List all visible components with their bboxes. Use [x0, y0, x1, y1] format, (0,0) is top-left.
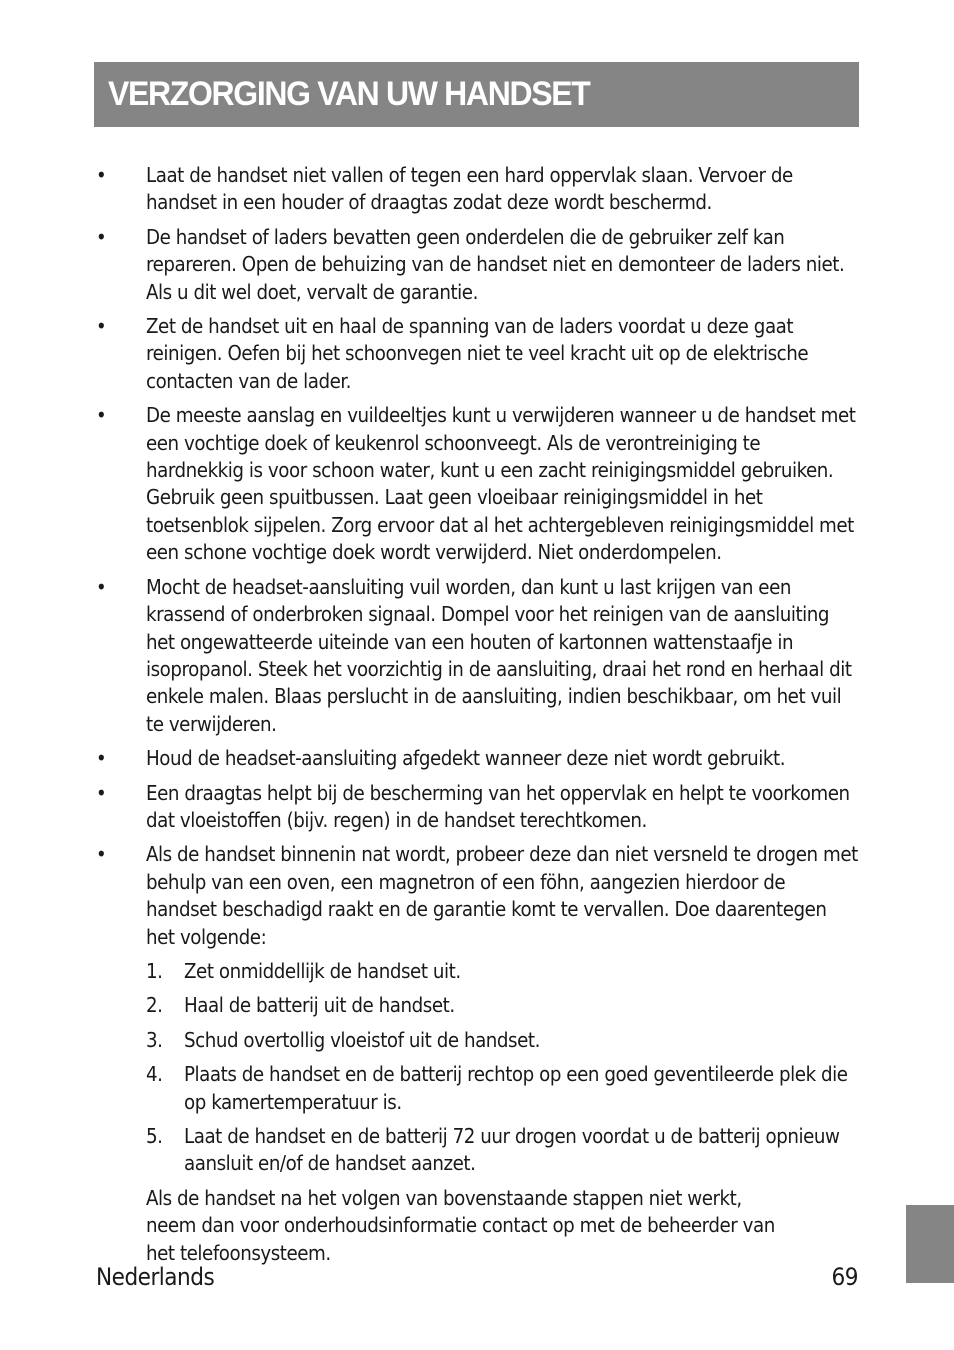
footer-language: Nederlands [96, 1263, 215, 1291]
closing-paragraph: Als de handset na het volgen van bovenstaande stappen niet werkt, neem dan voor onderhoudsinformatie contact op met de beheerder van het telefoonsysteem. [146, 1185, 775, 1265]
step-number: 2. [146, 993, 163, 1018]
bullet-text: Laat de handset niet vallen of tegen een hard oppervlak slaan. Vervoer de handset in een houder of draagtas zodat deze wordt beschermd. [146, 163, 793, 215]
side-section-tab [906, 1205, 954, 1283]
step-text: Schud overtollig vloeistof uit de handset. [184, 1027, 540, 1052]
bullet-text: Als de handset binnenin nat wordt, probeer deze dan niet versneld te drogen met behulp van een oven, een magnetron of een föhn, aangezien hierdoor de handset beschadigd raakt en de garantie komt te vervallen. Doe daarentegen het volgende: [146, 842, 858, 949]
bullet-text: De handset of laders bevatten geen onderdelen die de gebruiker zelf kan repareren. Open de behuizing van de handset niet en demonteer de laders niet. Als u dit wel doet, vervalt de garantie. [146, 224, 845, 304]
main-content [96, 162, 860, 1267]
bullet-icon: • [96, 842, 107, 867]
step-text: Plaats de handset en de batterij rechtop op een goed geventileerde plek die op kamertemperatuur is. [184, 1062, 848, 1114]
bullet-icon: • [96, 314, 107, 339]
step-text: Laat de handset en de batterij 72 uur drogen voordat u de batterij opnieuw aansluit en/of de handset aanzet. [184, 1124, 840, 1176]
bullet-item [96, 224, 860, 306]
bullet-text: Houd de headset-aansluiting afgedekt wanneer deze niet wordt gebruikt. [146, 746, 786, 771]
section-header-bar [94, 62, 859, 127]
bullet-icon: • [96, 163, 107, 187]
step-text: Zet onmiddellijk de handset uit. [184, 958, 461, 983]
bullet-text: Zet de handset uit en haal de spanning van de laders voordat u deze gaat reinigen. Oefen bij het schoonvegen niet te veel kracht uit op de elektrische contacten van de lader. [146, 314, 809, 393]
step-item [146, 958, 860, 985]
step-item [146, 1027, 860, 1054]
step-number: 1. [146, 958, 163, 983]
bullet-text: Een draagtas helpt bij de bescherming van het oppervlak en helpt te voorkomen dat vloeistoffen (bijv. regen) in de handset terechtkomen. [146, 780, 850, 832]
bullet-item [96, 574, 860, 738]
bullet-icon: • [96, 746, 107, 771]
bullet-item [96, 841, 860, 1177]
section-title: VERZORGING VAN UW HANDSET [108, 75, 590, 113]
step-text: Haal de batterij uit de handset. [184, 993, 455, 1018]
step-item [146, 1123, 860, 1178]
bullet-icon: • [96, 574, 107, 599]
bullet-text: Mocht de headset-aansluiting vuil worden, dan kunt u last krijgen van een krassend of onderbroken signaal. Dompel voor het reinigen van de aansluiting het ongewatteerde uiteinde van een houten of kartonnen wattenstaafje in isopropanol. Steek het voorzichtig in de aansluiting, draai het rond en herhaal dit enkele malen. Blaas perslucht in de aansluiting, indien beschikbaar, om het vuil te verwijderen. [146, 574, 852, 736]
bullet-item [96, 780, 860, 835]
bullet-icon: • [96, 780, 107, 805]
step-number: 4. [146, 1062, 163, 1087]
bullet-item [96, 162, 860, 217]
bullet-icon: • [96, 403, 107, 428]
step-number: 3. [146, 1027, 163, 1052]
bullet-icon: • [96, 224, 107, 249]
bullet-item [96, 402, 860, 566]
drying-steps-list [146, 958, 860, 1178]
step-number: 5. [146, 1124, 163, 1148]
page-number: 69 [831, 1263, 858, 1291]
step-item [146, 992, 860, 1019]
step-item [146, 1061, 860, 1116]
bullet-item [96, 313, 860, 395]
care-instructions-list [96, 162, 860, 1178]
bullet-text: De meeste aanslag en vuildeeltjes kunt u verwijderen wanneer u de handset met een vochtige doek of keukenrol schoonveegt. Als de verontreiniging te hardnekkig is voor schoon water, kunt u een zacht reinigingsmiddel gebruiken. Gebruik geen spuitbussen. Laat geen vloeibaar reinigingsmiddel in het toetsenblok sijpelen. Zorg ervoor dat al het achtergebleven reinigingsmiddel met een schone vochtige doek wordt verwijderd. Niet onderdompelen. [146, 403, 856, 565]
bullet-item [96, 745, 860, 772]
